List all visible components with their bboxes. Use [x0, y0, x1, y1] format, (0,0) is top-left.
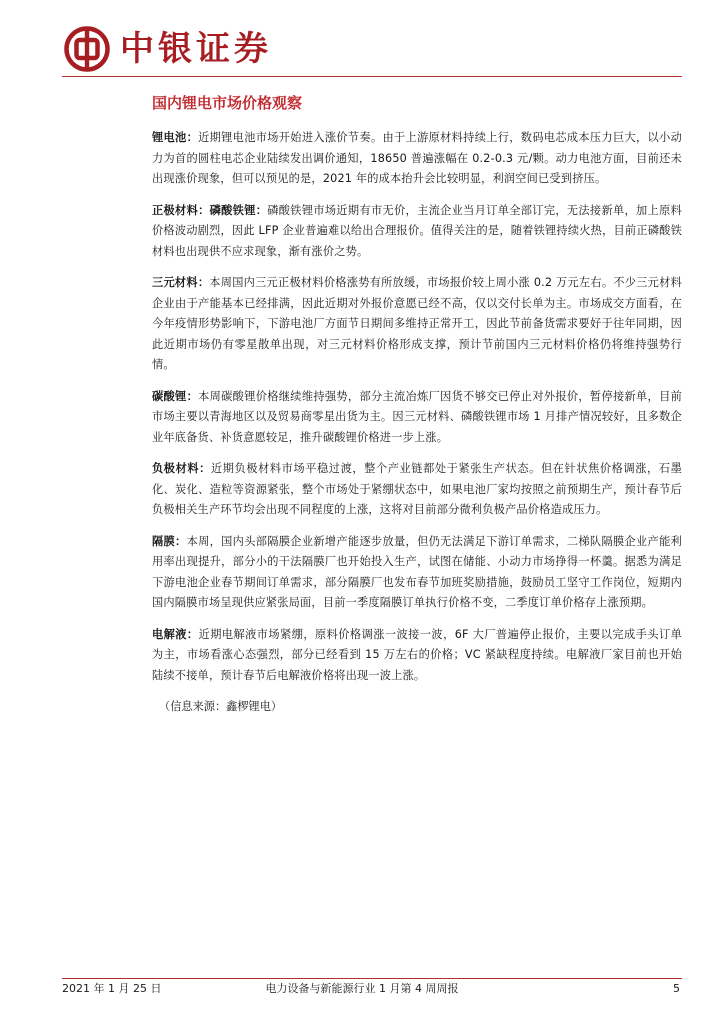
paragraph-text: 本周，国内头部隔膜企业新增产能逐步放量，但仍无法满足下游订单需求，二梯队隔膜企业产能利用率出现提升，部分小的干法隔膜厂也开始投入生产，试图在储能、小动力市场挣得一杯羹。据悉为满足下游电池企业春节期间订单需求，部分隔膜厂也发布春节加班奖励措施，鼓励员工坚守工作岗位，短期内国内隔膜市场呈现供应紧张局面，目前一季度隔膜订单执行价格不变，二季度订单价格存上涨预期。	[152, 534, 682, 609]
brand-logo	[64, 24, 272, 74]
paragraph-label: 锂电池：	[152, 131, 199, 144]
paragraph-text: 本周国内三元正极材料价格涨势有所放缓，市场报价较上周小涨 0.2 万元左右。不少三元材料企业由于产能基本已经排满，因此近期对外报价意愿已经不高，仅以交付长单为主。市场成交方面看，在今年疫情形势影响下，下游电池厂方面节日期间多维持正常开工，因此节前备货需求要好于往年同期，因此近期市场仍有零星散单出现，对三元材料价格形成支撑，预计节前国内三元材料价格仍将维持强势行情。	[152, 276, 682, 371]
paragraph-text: 近期负极材料市场平稳过渡，整个产业链都处于紧张生产状态。但在针状焦价格调涨，石墨化、炭化、造粒等资源紧张，整个市场处于紧绷状态中，如果电池厂家均按照之前预期生产，预计春节后负极相关生产环节均会出现不同程度的上涨，这将对目前部分微利负极产品价格造成压力。	[152, 462, 682, 516]
header-divider	[62, 76, 682, 77]
paragraph-label: 碳酸锂：	[152, 389, 199, 403]
footer-report-name: 电力设备与新能源行业 1 月第 4 周周报	[265, 982, 459, 995]
brand-name: 中银证券	[120, 29, 272, 69]
source-note: （信息来源：鑫椤锂电）	[159, 700, 283, 713]
paragraph-label: 隔膜：	[152, 534, 187, 548]
paragraph-label: 负极材料：	[152, 462, 211, 475]
paragraph-lithium-battery	[152, 128, 682, 190]
bank-of-china-logo-icon	[64, 26, 110, 72]
paragraph-label: 电解液：	[152, 627, 199, 641]
paragraph-label: 正极材料：磷酸铁锂：	[152, 203, 268, 217]
paragraph-text: 近期锂电池市场开始进入涨价节奏。由于上游原材料持续上行，数码电芯成本压力巨大，以小动力为首的圆柱电芯企业陆续发出调价通知，18650 普遍涨幅在 0.2-0.3 元/颗。动力电池方面，目前还未出现涨价现象，但可以预见的是，2021 年的成本抬升会比较明显，利润空间已受到挤压。	[152, 131, 682, 185]
article-body	[152, 128, 682, 717]
paragraph-anode	[152, 459, 682, 521]
paragraph-electrolyte	[152, 625, 682, 687]
paragraph-cathode-lfp	[152, 201, 682, 263]
paragraph-separator	[152, 532, 682, 614]
page-number: 5	[673, 982, 680, 995]
paragraph-label: 三元材料：	[152, 276, 210, 289]
paragraph-text: 近期电解液市场紧绷，原料价格调涨一波接一波，6F 大厂普遍停止报价，主要以完成手头订单为主，市场看涨心态强烈，部分已经看到 15 万左右的价格；VC 紧缺程度持续。电解液厂家目前也开始陆续不接单，预计春节后电解液价格将出现一波上涨。	[152, 627, 682, 682]
section-title: 国内锂电市场价格观察	[152, 94, 303, 112]
paragraph-lithium-carbonate	[152, 387, 682, 449]
footer-divider	[62, 978, 682, 979]
paragraph-text: 本周碳酸锂价格继续维持强势，部分主流冶炼厂因货不够交已停止对外报价，暂停接新单，目前市场主要以青海地区以及贸易商零星出货为主。因三元材料、磷酸铁锂市场 1 月排产情况较好，且多数企业年底备货、补货意愿较足，推升碳酸锂价格进一步上涨。	[152, 389, 682, 444]
paragraph-text: 磷酸铁锂市场近期有市无价，主流企业当月订单全部订完，无法接新单，加上原料价格波动剧烈，因此 LFP 企业普遍难以给出合理报价。值得关注的是，随着铁锂持续火热，目前正磷酸铁材料也出现供不应求现象，渐有涨价之势。	[152, 203, 682, 258]
footer-date: 2021 年 1 月 25 日	[62, 982, 162, 995]
paragraph-ternary	[152, 273, 682, 376]
